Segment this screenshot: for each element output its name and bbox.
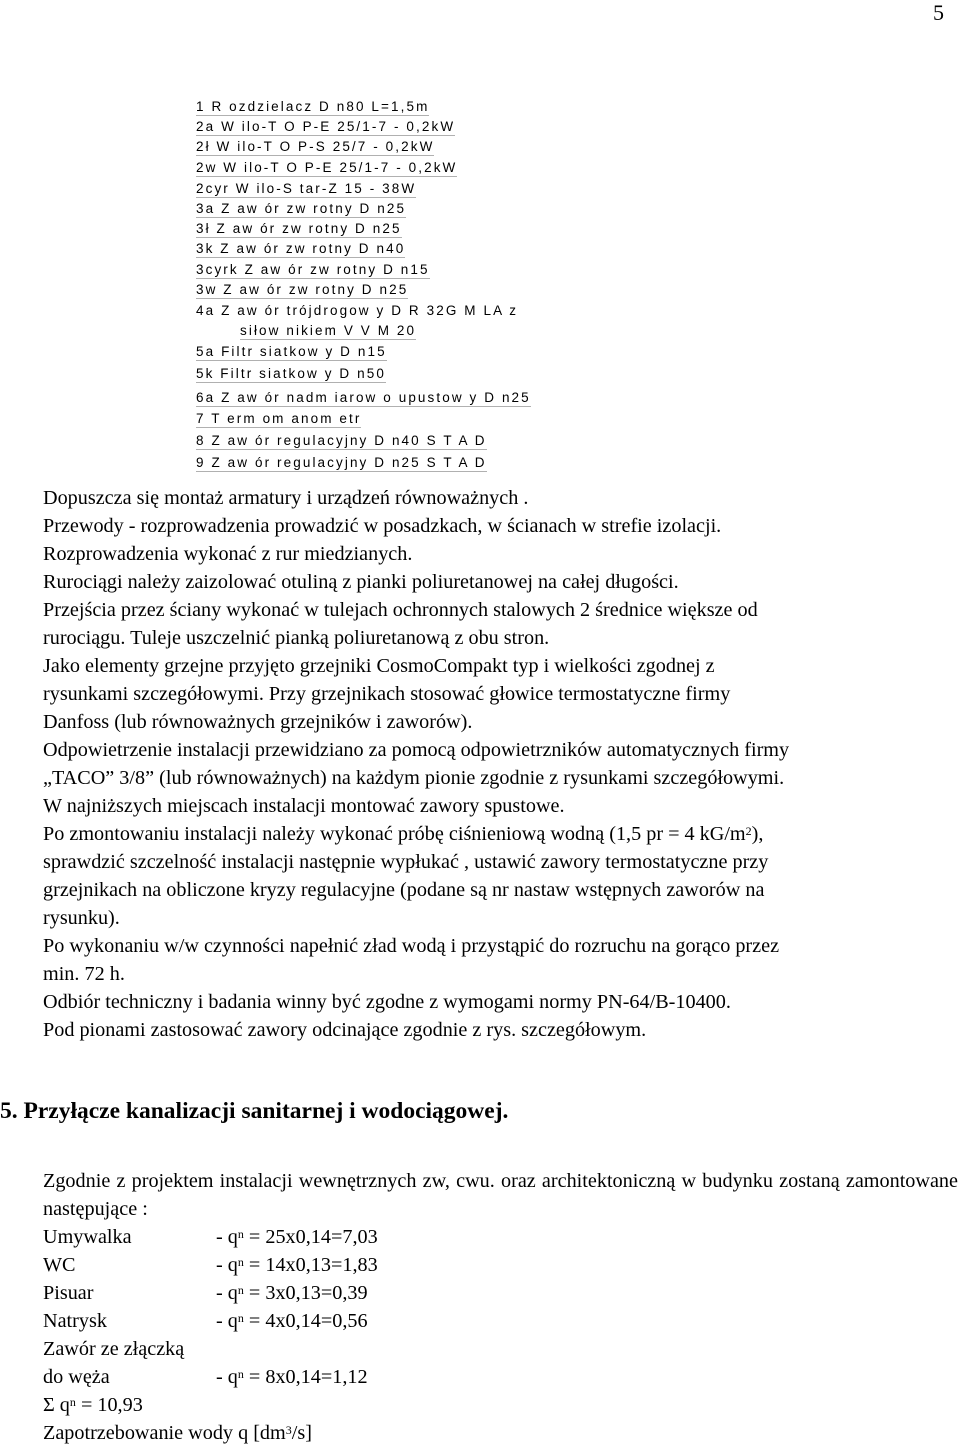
- note-line: sprawdzić szczelność instalacji następnie wypłukać , ustawić zawory termostatyczne przy: [43, 851, 769, 873]
- note-line: Po zmontowaniu instalacji należy wykonać próbę ciśnieniową wodną (1,5 pr = 4 $kG/m^2$),: [43, 823, 764, 845]
- water-demand: Zapotrzebowanie wody q $[dm^3/s]$: [43, 1422, 312, 1444]
- legend-item: 2a W ilo-T O P-E 25/1-7 - 0,2kW: [196, 119, 456, 134]
- note-line: grzejnikach na obliczone kryzy regulacyjne (podane są nr nastaw wstępnych zaworów na: [43, 879, 765, 901]
- installation-notes: [43, 484, 948, 1044]
- fixture-name: Zawór ze złączką: [43, 1338, 185, 1360]
- legend-item: 4a Z aw ór trójdrogow y D R 32G M LA z: [196, 303, 519, 318]
- legend-item: 1 R ozdzielacz D n80 L=1,5m: [196, 99, 430, 114]
- fixture-name: WC: [43, 1254, 76, 1276]
- note-line: Odbiór techniczny i badania winny być zgodne z wymogami normy PN-64/B-10400.: [43, 991, 731, 1013]
- legend-item: 3w Z aw ór zw rotny D n25: [196, 282, 409, 297]
- note-line: rysunku).: [43, 907, 120, 929]
- legend-item: 6a Z aw ór nadm iarow o upustow y D n25: [196, 390, 531, 405]
- legend-item: 2w W ilo-T O P-E 25/1-7 - 0,2kW: [196, 160, 458, 175]
- fixture-name: Natrysk: [43, 1310, 107, 1332]
- legend-item: 3a Z aw ór zw rotny D n25: [196, 201, 407, 216]
- note-line: Jako elementy grzejne przyjęto grzejniki CosmoCompakt typ i wielkości zgodnej z: [43, 655, 715, 677]
- page-number: 5: [933, 0, 944, 25]
- fixture-row: [43, 1251, 643, 1279]
- legend-item: 5k Filtr siatkow y D n50: [196, 366, 386, 381]
- flow-sum: Σ $q^n = 10,93$: [43, 1394, 143, 1416]
- intro-paragraph: Zgodnie z projektem instalacji wewnętrznych zw, cwu. oraz architektoniczną w budynku zostaną zamontowane następujące :: [43, 1170, 958, 1220]
- note-line: Przewody - rozprowadzenia prowadzić w posadzkach, w ścianach w strefie izolacji.: [43, 515, 722, 537]
- fixture-flow-list: [43, 1223, 643, 1447]
- legend-item: 8 Z aw ór regulacyjny D n40 S T A D: [196, 433, 487, 448]
- legend-item: 9 Z aw ór regulacyjny D n25 S T A D: [196, 455, 487, 470]
- fixture-flow: - $q^n = 14x0,13=1,83$: [216, 1254, 378, 1276]
- note-line: Rurociągi należy zaizolować otuliną z pianki poliuretanowej na całej długości.: [43, 571, 679, 593]
- note-line: min. 72 h.: [43, 963, 125, 985]
- fixture-row: [43, 1335, 643, 1363]
- fixture-name: do węża: [43, 1366, 110, 1388]
- legend-item: 3cyrk Z aw ór zw rotny D n15: [196, 262, 430, 277]
- legend-item: 3k Z aw ór zw rotny D n40: [196, 241, 406, 256]
- fixture-name: Pisuar: [43, 1282, 94, 1304]
- fixture-row: [43, 1279, 643, 1307]
- fixture-name: Umywalka: [43, 1226, 132, 1248]
- note-line: Po wykonaniu w/w czynności napełnić zład wodą i przystąpić do rozruchu na gorąco przez: [43, 935, 780, 957]
- fixture-flow: - $q^n = 25x0,14=7,03$: [216, 1226, 378, 1248]
- legend-item: siłow nikiem V V M 20: [240, 323, 417, 338]
- fixture-row: [43, 1307, 643, 1335]
- note-line: Przejścia przez ściany wykonać w tulejach ochronnych stalowych 2 średnice większe od: [43, 599, 758, 621]
- fixture-flow: - $q^n = 4x0,14=0,56$: [216, 1310, 368, 1332]
- fixture-flow: - $q^n = 3x0,13=0,39$: [216, 1282, 368, 1304]
- legend-item: 2ł W ilo-T O P-S 25/7 - 0,2kW: [196, 139, 435, 154]
- note-line: rysunkami szczegółowymi. Przy grzejnikach stosować głowice termostatyczne firmy: [43, 683, 731, 705]
- fixture-flow: - $q^n = 8x0,14=1,12$: [216, 1366, 368, 1388]
- note-line: Pod pionami zastosować zawory odcinające zgodnie z rys. szczegółowym.: [43, 1019, 647, 1041]
- section-heading: 5. Przyłącze kanalizacji sanitarnej i wodociągowej.: [0, 1098, 509, 1124]
- note-line: Danfoss (lub równoważnych grzejników i zaworów).: [43, 711, 473, 733]
- legend-item: 2cyr W ilo-S tar-Z 15 - 38W: [196, 181, 417, 196]
- note-line: W najniższych miejscach instalacji montować zawory spustowe.: [43, 795, 565, 817]
- legend-item: 5a Filtr siatkow y D n15: [196, 344, 387, 359]
- fixture-row: [43, 1223, 643, 1251]
- note-line: Rozprowadzenia wykonać z rur miedzianych.: [43, 543, 413, 565]
- legend-item: 3ł Z aw ór zw rotny D n25: [196, 221, 402, 236]
- note-line: rurociągu. Tuleje uszczelnić pianką poliuretanową z obu stron.: [43, 627, 550, 649]
- note-line: Odpowietrzenie instalacji przewidziano za pomocą odpowietrzników automatycznych firmy: [43, 739, 790, 761]
- fixture-row: [43, 1363, 643, 1391]
- note-line: Dopuszcza się montaż armatury i urządzeń równoważnych .: [43, 487, 529, 509]
- note-line: „TACO” 3/8” (lub równoważnych) na każdym pionie zgodnie z rysunkami szczegółowymi.: [43, 767, 785, 789]
- legend-item: 7 T erm om anom etr: [196, 411, 362, 426]
